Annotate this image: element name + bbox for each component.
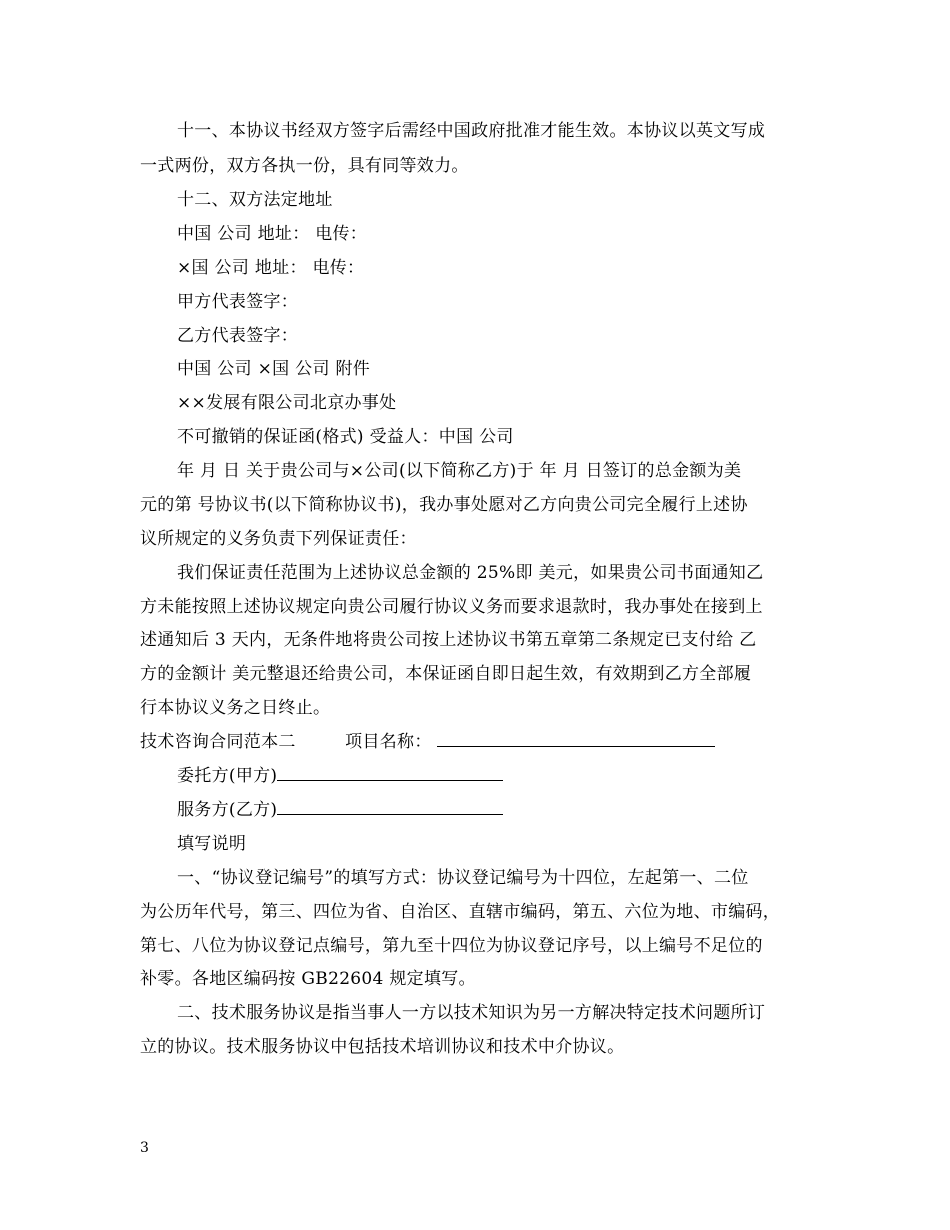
paragraph-line: 行本协议义务之日终止。: [140, 698, 331, 718]
paragraph-line: 元的第 号协议书(以下简称协议书)，我办事处愿对乙方向贵公司完全履行上述协: [140, 495, 748, 515]
paragraph-line: 一式两份，双方各执一份，具有同等效力。: [140, 156, 469, 176]
paragraph-line: 中国 公司 ×国 公司 附件: [177, 359, 371, 379]
paragraph-line: 立的协议。技术服务协议中包括技术培训协议和技术中介协议。: [140, 1037, 625, 1057]
section-heading: 填写说明: [177, 834, 247, 854]
project-name-blank: [437, 732, 715, 747]
provider-blank: [277, 800, 503, 815]
contract-title-line: [140, 732, 810, 752]
paragraph-line: 为公历年代号，第三、四位为省、自治区、直辖市编码，第五、六位为地、市编码，: [140, 902, 781, 922]
provider-line: [177, 800, 810, 820]
provider-label: 服务方(乙方): [177, 800, 278, 820]
paragraph-line: 补零。各地区编码按 GB22604 规定填写。: [140, 969, 476, 989]
project-name-label: 项目名称：: [345, 732, 432, 752]
paragraph-line: 十二、双方法定地址: [177, 190, 333, 210]
paragraph-line: 方的金额计 美元整退还给贵公司，本保证函自即日起生效，有效期到乙方全部履: [140, 664, 752, 684]
paragraph-line: 二、技术服务协议是指当事人一方以技术知识为另一方解决特定技术问题所订: [177, 1003, 766, 1023]
paragraph-line: 年 月 日 关于贵公司与×公司(以下简称乙方)于 年 月 日签订的总金额为美: [177, 461, 742, 481]
paragraph-line: 我们保证责任范围为上述协议总金额的 25%即 美元，如果贵公司书面通知乙: [177, 563, 764, 583]
paragraph-line: 乙方代表签字：: [177, 326, 299, 346]
paragraph-line: 议所规定的义务负责下列保证责任：: [140, 529, 417, 549]
client-line: [177, 766, 810, 786]
page-number: 3: [140, 1140, 149, 1156]
paragraph-line: ×国 公司 地址： 电传：: [177, 258, 365, 278]
client-label: 委托方(甲方): [177, 766, 278, 786]
paragraph-line: 甲方代表签字：: [177, 292, 299, 312]
contract-title: 技术咨询合同范本二: [140, 732, 296, 752]
paragraph-line: 一、“协议登记编号”的填写方式：协议登记编号为十四位，左起第一、二位: [177, 868, 749, 888]
paragraph-line: 十一、本协议书经双方签字后需经中国政府批准才能生效。本协议以英文写成: [177, 121, 766, 141]
paragraph-line: 方未能按照上述协议规定向贵公司履行协议义务而要求退款时，我办事处在接到上: [140, 597, 763, 617]
paragraph-line: ××发展有限公司北京办事处: [177, 393, 397, 413]
paragraph-line: 不可撤销的保证函(格式) 受益人：中国 公司: [177, 427, 514, 447]
paragraph-line: 第七、八位为协议登记点编号，第九至十四位为协议登记序号，以上编号不足位的: [140, 936, 763, 956]
paragraph-line: 中国 公司 地址： 电传：: [177, 224, 368, 244]
client-blank: [277, 766, 503, 781]
paragraph-line: 述通知后 3 天内，无条件地将贵公司按上述协议书第五章第二条规定已支付给 乙: [140, 630, 757, 650]
